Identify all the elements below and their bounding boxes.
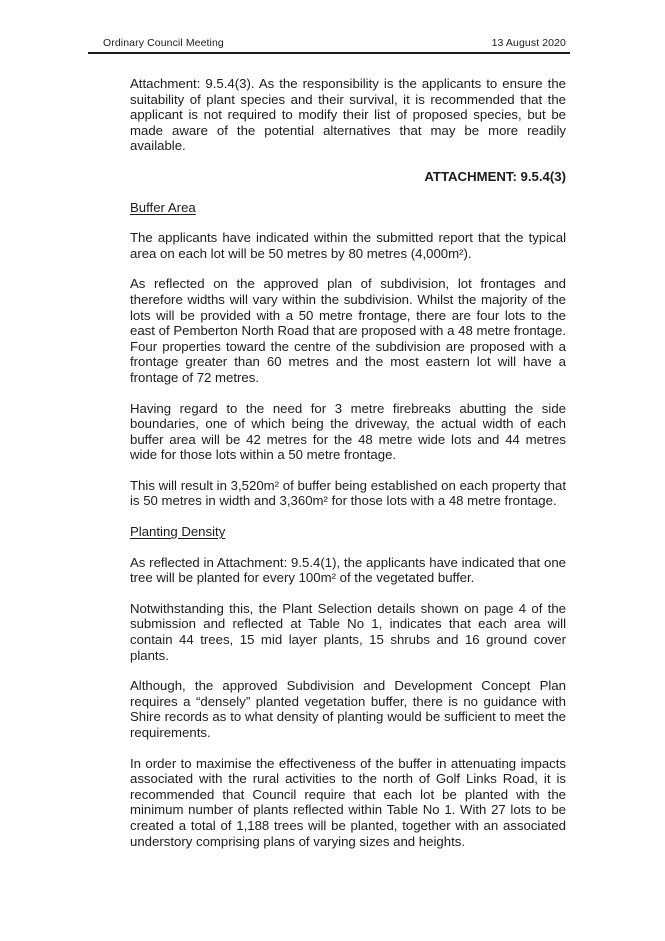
document-body — [130, 76, 566, 864]
header-date: 13 August 2020 — [491, 37, 566, 49]
section-heading-planting-density: Planting Density — [130, 524, 226, 540]
paragraph-lot-frontages: As reflected on the approved plan of subdivision, lot frontages and therefore widths will vary within the subdivision. Whilst the majority of the lots will be provided with a 50 metre frontage, there are four lots to the east of Pemberton North Road that are proposed with a 48 metre frontage. Four properties toward the centre of the subdivision are proposed with a frontage greater than 60 metres and the most eastern lot will have a frontage of 72 metres. — [130, 276, 566, 385]
paragraph-tree-per-100m: As reflected in Attachment: 9.5.4(1), the applicants have indicated that one tree will be planted for every 100m² of the vegetated buffer. — [130, 554, 566, 586]
paragraph-attachment-responsibility: Attachment: 9.5.4(3). As the responsibility is the applicants to ensure the suitability of plant species and their survival, it is recommended that the applicant is not required to modify their list of proposed species, but be made aware of the potential alternatives that may be more readily available. — [130, 76, 566, 154]
paragraph-maximise-effectiveness: In order to maximise the effectiveness of the buffer in attenuating impacts associated with the rural activities to the north of Golf Links Road, it is recommended that Council require that each lot be planted with the minimum number of plants reflected within Table No 1. With 27 lots to be created a total of 1,188 trees will be planted, together with an associated understory comprising plans of varying sizes and heights. — [130, 755, 566, 849]
header-meeting-title: Ordinary Council Meeting — [103, 37, 224, 49]
paragraph-buffer-result: This will result in 3,520m² of buffer being established on each property that is 50 metres in width and 3,360m² for those lots with a 48 metre frontage. — [130, 477, 566, 509]
paragraph-buffer-area-typical-size: The applicants have indicated within the submitted report that the typical area on each lot will be 50 metres by 80 metres (4,000m²). — [130, 230, 566, 261]
paragraph-firebreaks: Having regard to the need for 3 metre firebreaks abutting the side boundaries, one of which being the driveway, the actual width of each buffer area will be 42 metres for the 48 metre wide lots and 44 metres wide for those lots within a 50 metre frontage. — [130, 400, 566, 463]
section-heading-buffer-area: Buffer Area — [130, 199, 196, 215]
paragraph-plant-selection: Notwithstanding this, the Plant Selection details shown on page 4 of the submission and reflected at Table No 1, indicates that each area will contain 44 trees, 15 mid layer plants, 15 shrubs and 16 ground cover plants. — [130, 600, 566, 663]
page-header — [88, 37, 570, 54]
attachment-reference: ATTACHMENT: 9.5.4(3) — [424, 168, 566, 184]
paragraph-densely-planted: Although, the approved Subdivision and Development Concept Plan requires a “densely” planted vegetation buffer, there is no guidance with Shire records as to what density of planting would be sufficient to meet the requirements. — [130, 678, 566, 740]
